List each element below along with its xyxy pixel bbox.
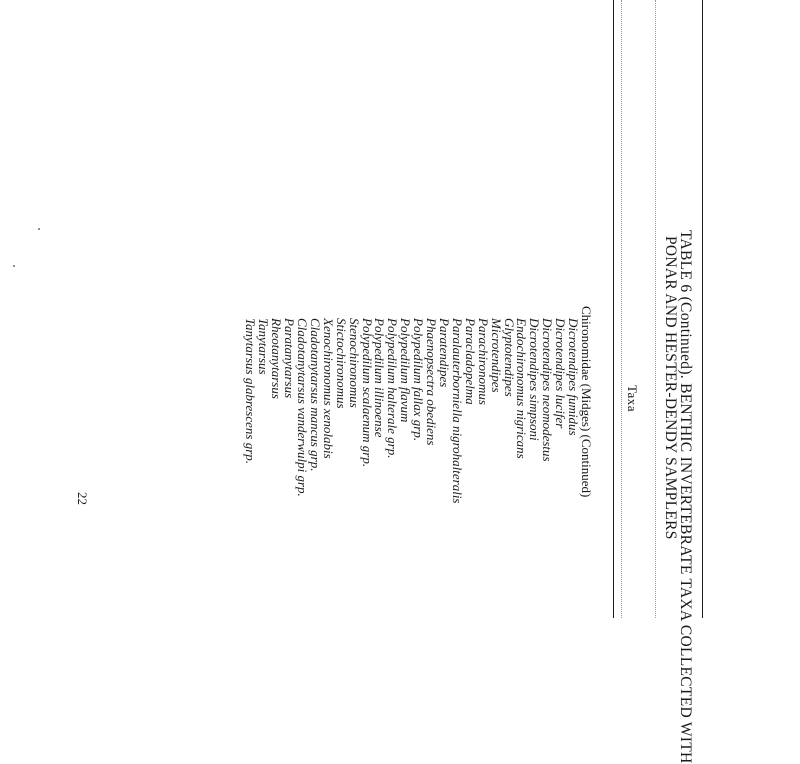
- taxa-item: Cladotanytarsus mancus grp.: [307, 318, 323, 472]
- taxa-item: Tanytarsus: [256, 318, 272, 375]
- taxa-item: Dicrotendipes simpsoni: [527, 318, 543, 441]
- taxa-item: Stictochironomus: [333, 318, 349, 409]
- taxa-list: [244, 306, 592, 504]
- taxa-item: Polypedilum scalaenum grp.: [359, 318, 375, 468]
- taxa-item: Rheotanytarsus: [269, 318, 285, 399]
- taxa-item: Paratendipes: [437, 318, 453, 388]
- taxa-item: Parachironomus: [475, 318, 491, 405]
- table-title-line-1: TABLE 6 (Continued). BENTHIC INVERTEBRATE TAXA COLLECTED WITH: [677, 230, 694, 764]
- leader-dots-row: [621, 0, 622, 618]
- taxa-item: Polypedilum illinoense: [372, 318, 388, 438]
- taxa-item: Polypedilum fallax grp.: [411, 318, 427, 442]
- leader-dots-row: [655, 0, 656, 618]
- taxa-item: Dicrotendipes lucifer: [553, 318, 569, 429]
- taxa-item: Paracladopelma: [462, 318, 478, 405]
- taxa-item: Paralauterborniella nigrohalteralis: [449, 318, 465, 504]
- page-number: 22: [75, 492, 90, 505]
- taxa-item: Endochironomus nigricans: [514, 318, 530, 459]
- column-header-taxa: Taxa: [625, 385, 640, 413]
- taxa-family: Chironomidae (Midges) (Continued): [579, 306, 594, 498]
- taxa-item: Microtendipes: [488, 318, 504, 393]
- taxa-item: Dicrotendipes fumidus: [566, 318, 582, 436]
- taxa-item: Phaenopsectra obediens: [424, 318, 440, 446]
- scan-speck: [38, 228, 40, 230]
- taxa-item: Dicrotendipes neomodestus: [540, 318, 556, 462]
- taxa-item: Cladotanytarsus vanderwulpi grp.: [295, 318, 311, 497]
- taxa-item: Xenochironomus xenolabis: [320, 318, 336, 459]
- table-title-line-2: PONAR AND HESTER-DENDY SAMPLERS: [662, 236, 679, 540]
- taxa-item: Glyptotendipes: [501, 318, 517, 397]
- table-top-rule: [702, 0, 703, 618]
- column-header-leader-dots: [612, 0, 670, 618]
- taxa-item: Polypedilum flavum: [398, 318, 414, 423]
- taxa-item: Paratanytarsus: [282, 318, 298, 399]
- column-header-rule: [613, 0, 614, 618]
- taxa-item: Polypedilum halterale grp.: [385, 318, 401, 459]
- scan-speck: [13, 265, 15, 267]
- taxa-item: Stenochironomus: [346, 318, 362, 408]
- taxa-item: Tanytarsus glabrescens grp.: [243, 318, 259, 465]
